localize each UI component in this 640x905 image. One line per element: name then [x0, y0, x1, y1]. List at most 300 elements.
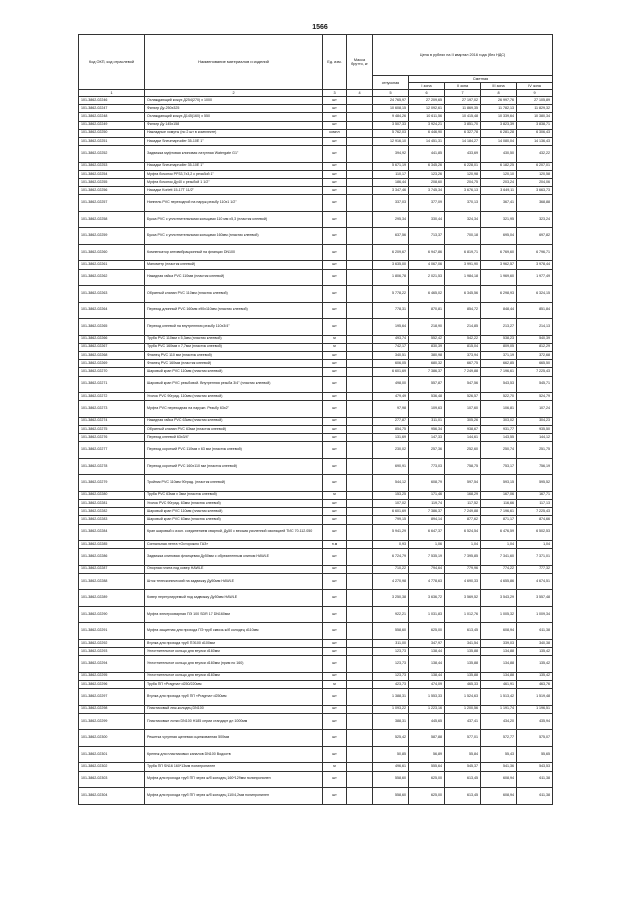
- price-zone4: 117,13: [517, 499, 553, 507]
- item-mass: [347, 442, 373, 459]
- item-code: 101-3862-02253: [79, 162, 145, 170]
- price-zone2: 526,57: [445, 393, 481, 401]
- header-zone4: IV зона: [517, 83, 553, 90]
- price-release: 854,75: [373, 425, 409, 433]
- item-unit: шт: [323, 302, 347, 319]
- table-row: [79, 746, 553, 763]
- price-zone4: 697,82: [517, 228, 553, 245]
- price-release: 3 635,00: [373, 261, 409, 269]
- price-zone4: 55,65: [517, 746, 553, 763]
- table-row: [79, 541, 553, 549]
- price-release: 110,17: [373, 170, 409, 178]
- item-name: Задвижка муфтовая клиновая латунная Watergate G1": [145, 146, 323, 163]
- price-zone1: 311,01: [409, 417, 445, 425]
- price-zone4: 120,58: [517, 170, 553, 178]
- price-zone2: 877,62: [445, 516, 481, 524]
- price-zone2: 3 991,90: [445, 261, 481, 269]
- price-zone1: 625,00: [409, 771, 445, 788]
- item-mass: [347, 524, 373, 541]
- item-name: Труба PVC 160мм х 7,7мм (пластик клеевой): [145, 343, 323, 351]
- price-zone2: 938,67: [445, 425, 481, 433]
- table-row: [79, 573, 553, 590]
- item-code: 101-3862-02257: [79, 195, 145, 212]
- item-name: Тройник PVC 110мм 90град. (пластик клеевой): [145, 475, 323, 492]
- item-mass: [347, 746, 373, 763]
- price-zone4: 7 371,01: [517, 549, 553, 566]
- item-name: Труба ПП SN16 160*13мм полипропилен: [145, 763, 323, 771]
- item-unit: п.м: [323, 541, 347, 549]
- price-release: 24 765,97: [373, 97, 409, 105]
- column-number: 5: [373, 90, 409, 97]
- price-zone1: 377,09: [409, 195, 445, 212]
- item-mass: [347, 162, 373, 170]
- item-unit: шт: [323, 623, 347, 640]
- item-code: 101-3862-02270: [79, 368, 145, 376]
- item-name: Труба ПП «Pragma» d250/220мм: [145, 680, 323, 688]
- table-row: [79, 302, 553, 319]
- item-name: Опорная плита под ковер HAWLE: [145, 565, 323, 573]
- header-name: Наименование материалов и изделий: [145, 35, 323, 90]
- item-name: Муфта бочонок РР33,7х3,2 с резьбой 1": [145, 170, 323, 178]
- price-release: 6 209,67: [373, 244, 409, 261]
- item-name: Кран шаровый с изол. соединением сварной, Ду50 с весьма усиленной изоляцией ТИС 70.112.050: [145, 524, 323, 541]
- price-release: 1 806,78: [373, 269, 409, 286]
- price-zone3: 167,06: [481, 491, 517, 499]
- item-unit: шт: [323, 499, 347, 507]
- price-zone1: 1 223,16: [409, 705, 445, 713]
- item-mass: [347, 286, 373, 303]
- price-release: 388,31: [373, 713, 409, 730]
- item-code: 101-3862-02254: [79, 170, 145, 178]
- price-zone1: 1,06: [409, 541, 445, 549]
- price-zone2: 324,34: [445, 211, 481, 228]
- item-name: Фланец PVC 160мм (пластик клеевой): [145, 360, 323, 368]
- price-release: 311,00: [373, 639, 409, 647]
- item-mass: [347, 393, 373, 401]
- price-zone3: 367,41: [481, 195, 517, 212]
- item-mass: [347, 565, 373, 573]
- table-row: [79, 368, 553, 376]
- price-zone3: 1,04: [481, 541, 517, 549]
- price-zone2: 3 676,13: [445, 187, 481, 195]
- item-unit: шт: [323, 746, 347, 763]
- price-zone4: 1 519,48: [517, 689, 553, 706]
- price-release: 558,60: [373, 788, 409, 805]
- header-code: Код ОКП, код отраслевой: [79, 35, 145, 90]
- price-zone2: 135,88: [445, 648, 481, 656]
- price-zone3: 55,43: [481, 746, 517, 763]
- table-row: [79, 606, 553, 623]
- item-code: 101-3862-02279: [79, 475, 145, 492]
- item-name: Охлаждающий кожух Д254(270) х 1000: [145, 97, 323, 105]
- price-zone1: 6 947,86: [409, 244, 445, 261]
- price-zone3: 543,53: [481, 376, 517, 393]
- item-name: Втулка для прохода труб ПП «Pragma» d250мм: [145, 689, 323, 706]
- price-zone2: 120,98: [445, 170, 481, 178]
- price-zone3: 6 298,93: [481, 286, 517, 303]
- item-mass: [347, 730, 373, 747]
- price-zone1: 109,63: [409, 401, 445, 418]
- item-mass: [347, 137, 373, 145]
- item-mass: [347, 97, 373, 105]
- header-unit: Ед. изм.: [323, 35, 347, 90]
- item-name: Шаровый кран PVC резьбовой. Внутренняя резьба 3/4" (пластик клеевой): [145, 376, 323, 393]
- price-release: 1 388,31: [373, 689, 409, 706]
- price-zone1: 2 021,53: [409, 269, 445, 286]
- table-row: [79, 434, 553, 442]
- table-row: [79, 458, 553, 475]
- price-zone2: 135,88: [445, 656, 481, 673]
- item-mass: [347, 261, 373, 269]
- price-zone2: 6 345,56: [445, 286, 481, 303]
- item-unit: шт: [323, 162, 347, 170]
- item-code: 101-3862-02256: [79, 187, 145, 195]
- item-mass: [347, 146, 373, 163]
- price-zone3: 134,88: [481, 648, 517, 656]
- price-zone4: 6 796,71: [517, 244, 553, 261]
- price-zone4: 135,42: [517, 672, 553, 680]
- item-unit: шт: [323, 549, 347, 566]
- item-mass: [347, 672, 373, 680]
- table-row: [79, 656, 553, 673]
- price-zone4: 135,42: [517, 656, 553, 673]
- table-row: [79, 705, 553, 713]
- item-unit: шт: [323, 689, 347, 706]
- table-row: [79, 672, 553, 680]
- item-unit: шт: [323, 261, 347, 269]
- item-mass: [347, 335, 373, 343]
- price-zone1: 138,44: [409, 672, 445, 680]
- header-zone2: II зона: [445, 83, 481, 90]
- price-zone4: 665,50: [517, 360, 553, 368]
- price-zone4: 135,42: [517, 648, 553, 656]
- price-zone2: 1 984,18: [445, 269, 481, 286]
- item-unit: шт: [323, 656, 347, 673]
- price-zone3: 1 191,74: [481, 705, 517, 713]
- column-number: 7: [445, 90, 481, 97]
- price-release: 558,60: [373, 623, 409, 640]
- price-zone3: 774,22: [481, 565, 517, 573]
- item-mass: [347, 129, 373, 137]
- item-unit: шт: [323, 434, 347, 442]
- item-mass: [347, 508, 373, 516]
- price-release: 479,49: [373, 393, 409, 401]
- item-unit: шт: [323, 573, 347, 590]
- price-zone4: 432,22: [517, 146, 553, 163]
- price-zone4: 935,50: [517, 425, 553, 433]
- table-row: [79, 319, 553, 336]
- table-row: [79, 179, 553, 187]
- item-code: 101-3862-02252: [79, 146, 145, 163]
- price-zone2: 27 197,02: [445, 97, 481, 105]
- item-mass: [347, 434, 373, 442]
- price-zone2: 1 200,56: [445, 705, 481, 713]
- item-mass: [347, 705, 373, 713]
- item-code: 101-3862-02255: [79, 179, 145, 187]
- header-row-main: [79, 35, 553, 76]
- price-release: 1 093,22: [373, 705, 409, 713]
- table-row: [79, 335, 553, 343]
- price-zone3: 608,94: [481, 623, 517, 640]
- item-unit: шт: [323, 442, 347, 459]
- item-mass: [347, 170, 373, 178]
- price-zone2: 1,04: [445, 541, 481, 549]
- price-zone4: 3 557,48: [517, 590, 553, 607]
- item-code: 101-3862-02263: [79, 286, 145, 303]
- item-name: Накидная гайка PVC 110мм (пластик клеевой): [145, 269, 323, 286]
- price-zone3: 26 997,76: [481, 97, 517, 105]
- item-code: 101-3862-02295: [79, 672, 145, 680]
- table-row: [79, 524, 553, 541]
- table-row: [79, 401, 553, 418]
- column-number: 1: [79, 90, 145, 97]
- price-zone4: 595,52: [517, 475, 553, 492]
- table-row: [79, 549, 553, 566]
- price-zone3: 250,74: [481, 442, 517, 459]
- price-zone2: 465,33: [445, 680, 481, 688]
- header-zone3: III зона: [481, 83, 517, 90]
- price-zone4: 6 306,43: [517, 129, 553, 137]
- price-zone1: 119,74: [409, 499, 445, 507]
- price-zone3: 1 969,60: [481, 269, 517, 286]
- price-zone3: 541,36: [481, 763, 517, 771]
- price-zone1: 347,97: [409, 639, 445, 647]
- table-row: [79, 105, 553, 113]
- price-zone4: 545,71: [517, 376, 553, 393]
- price-zone1: 536,48: [409, 393, 445, 401]
- price-release: 394,92: [373, 146, 409, 163]
- item-code: 101-3862-02304: [79, 788, 145, 805]
- price-release: 123,73: [373, 648, 409, 656]
- table-row: [79, 376, 553, 393]
- item-code: 101-3862-02275: [79, 425, 145, 433]
- item-code: 101-3862-02246: [79, 97, 145, 105]
- item-code: 101-3862-02248: [79, 113, 145, 121]
- item-unit: шт: [323, 648, 347, 656]
- item-mass: [347, 680, 373, 688]
- price-zone3: 593,15: [481, 475, 517, 492]
- item-unit: шт: [323, 425, 347, 433]
- column-number: 9: [517, 90, 553, 97]
- price-release: 3 347,46: [373, 187, 409, 195]
- item-name: Шток телескопический на задвижку Ду50мм HAWLE: [145, 573, 323, 590]
- item-unit: шт: [323, 771, 347, 788]
- item-code: 101-3862-02300: [79, 730, 145, 747]
- price-zone2: 168,29: [445, 491, 481, 499]
- item-name: Уплотнительное кольцо для втулки d160мм: [145, 672, 323, 680]
- price-release: 123,73: [373, 672, 409, 680]
- price-zone2: 667,75: [445, 360, 481, 368]
- item-name: Фланец PVC 110 мм (пластик клеевой): [145, 351, 323, 359]
- item-unit: шт: [323, 97, 347, 105]
- price-zone3: 1 513,42: [481, 689, 517, 706]
- price-zone2: 6 327,78: [445, 129, 481, 137]
- price-zone3: 6 476,59: [481, 524, 517, 541]
- price-zone3: 120,10: [481, 170, 517, 178]
- price-zone1: 3 636,72: [409, 590, 445, 607]
- price-zone1: 680,32: [409, 360, 445, 368]
- price-zone3: 809,05: [481, 343, 517, 351]
- item-unit: шт: [323, 105, 347, 113]
- price-zone3: 3 543,29: [481, 590, 517, 607]
- item-name: Фильтр Ду-250х325: [145, 105, 323, 113]
- price-zone1: 1 553,33: [409, 689, 445, 706]
- price-release: 5 941,29: [373, 524, 409, 541]
- item-name: Шаровый кран PVC 110мм (пластик клеевой): [145, 368, 323, 376]
- price-zone1: 14 451,31: [409, 137, 445, 145]
- price-zone1: 4 067,06: [409, 261, 445, 269]
- price-zone1: 625,00: [409, 623, 445, 640]
- item-name: Сигнальная лента «Осторожно ГАЗ»: [145, 541, 323, 549]
- price-zone3: 6 769,60: [481, 244, 517, 261]
- price-zone4: 540,39: [517, 335, 553, 343]
- price-zone3: 931,77: [481, 425, 517, 433]
- price-zone3: 303,02: [481, 417, 517, 425]
- price-zone2: 7 249,88: [445, 508, 481, 516]
- price-zone4: 543,53: [517, 763, 553, 771]
- price-zone4: 3 978,44: [517, 261, 553, 269]
- price-zone1: 257,36: [409, 442, 445, 459]
- price-release: 4 270,98: [373, 573, 409, 590]
- item-code: 101-3862-02276: [79, 434, 145, 442]
- item-code: 101-3862-02287: [79, 565, 145, 573]
- item-mass: [347, 623, 373, 640]
- price-zone1: 7 535,19: [409, 549, 445, 566]
- price-zone4: 524,79: [517, 393, 553, 401]
- table-row: [79, 162, 553, 170]
- price-zone1: 3 924,21: [409, 121, 445, 129]
- item-unit: шт: [323, 195, 347, 212]
- price-zone1: 208,60: [409, 179, 445, 187]
- price-zone3: 695,04: [481, 228, 517, 245]
- price-zone1: 380,98: [409, 351, 445, 359]
- price-zone2: 815,04: [445, 343, 481, 351]
- price-release: 6 724,79: [373, 549, 409, 566]
- item-code: 101-3862-02258: [79, 211, 145, 228]
- price-zone3: 7 196,61: [481, 368, 517, 376]
- price-zone4: 435,94: [517, 713, 553, 730]
- table-row: [79, 121, 553, 129]
- page-number: 1566: [312, 24, 328, 31]
- item-code: 101-3862-02298: [79, 705, 145, 713]
- item-code: 101-3862-02282: [79, 508, 145, 516]
- price-zone3: 434,20: [481, 713, 517, 730]
- price-zone4: 167,71: [517, 491, 553, 499]
- item-mass: [347, 228, 373, 245]
- item-name: Пластиковые лотки DN100 Н185 серии стандарт дл 1000мм: [145, 713, 323, 730]
- price-zone2: 305,26: [445, 417, 481, 425]
- price-zone3: 134,88: [481, 656, 517, 673]
- price-release: 493,74: [373, 335, 409, 343]
- item-unit: шт: [323, 319, 347, 336]
- price-zone3: 134,88: [481, 672, 517, 680]
- price-zone2: 7 395,85: [445, 549, 481, 566]
- item-code: 101-3862-02273: [79, 401, 145, 418]
- item-unit: шт: [323, 417, 347, 425]
- item-name: Компенсатор антивибрационный на фланцах DN100: [145, 244, 323, 261]
- item-name: Муфта PVC переходная на наружн. Резьбу 63х2": [145, 401, 323, 418]
- price-release: 710,22: [373, 565, 409, 573]
- price-zone1: 56,89: [409, 746, 445, 763]
- item-code: 101-3862-02284: [79, 524, 145, 541]
- item-unit: м: [323, 491, 347, 499]
- header-release: отпускная: [373, 76, 409, 90]
- item-name: Муфта защитная для прохода ПЭ труб сквозь ж/б колодец d110мм: [145, 623, 323, 640]
- price-zone4: 14 136,43: [517, 137, 553, 145]
- item-name: Труба PVC 63мм х 3мм (пластик клеевой): [145, 491, 323, 499]
- price-zone2: 135,88: [445, 672, 481, 680]
- header-row-column-numbers: [79, 90, 553, 97]
- table-row: [79, 442, 553, 459]
- price-zone1: 6 446,90: [409, 129, 445, 137]
- price-release: 10 608,15: [373, 105, 409, 113]
- price-release: 3 507,33: [373, 121, 409, 129]
- price-zone3: 7 341,60: [481, 549, 517, 566]
- item-code: 101-3862-02289: [79, 590, 145, 607]
- price-table: [78, 34, 553, 805]
- item-unit: шт: [323, 368, 347, 376]
- item-code: 101-3862-02251: [79, 137, 145, 145]
- price-zone4: 851,84: [517, 302, 553, 319]
- price-zone4: 1 009,34: [517, 606, 553, 623]
- item-name: Букса PVC с уплотнительными кольцами 160мм (пластик клеевой): [145, 228, 323, 245]
- table-row: [79, 499, 553, 507]
- price-zone1: 3 745,34: [409, 187, 445, 195]
- price-release: 337,03: [373, 195, 409, 212]
- item-mass: [347, 541, 373, 549]
- table-row: [79, 146, 553, 163]
- item-unit: м: [323, 680, 347, 688]
- price-zone2: 55,84: [445, 746, 481, 763]
- price-zone4: 107,24: [517, 401, 553, 418]
- item-name: Муфта для прохода труб ПП через ж/б колодец 110/4,2мм полипропилен: [145, 788, 323, 805]
- item-code: 101-3862-02260: [79, 244, 145, 261]
- item-code: 101-3862-02247: [79, 105, 145, 113]
- price-zone2: 433,69: [445, 146, 481, 163]
- item-unit: шт: [323, 187, 347, 195]
- item-code: 101-3862-02288: [79, 573, 145, 590]
- item-unit: шт: [323, 672, 347, 680]
- price-zone2: 779,96: [445, 565, 481, 573]
- item-unit: м: [323, 763, 347, 771]
- item-unit: шт: [323, 475, 347, 492]
- price-release: 9 484,26: [373, 113, 409, 121]
- price-zone3: 6 182,25: [481, 162, 517, 170]
- price-table-body: [79, 35, 553, 805]
- price-zone1: 7 386,37: [409, 368, 445, 376]
- item-name: Муфта бочонок Ду40 с резьбой 1 1/2": [145, 179, 323, 187]
- item-mass: [347, 211, 373, 228]
- price-release: 123,73: [373, 656, 409, 673]
- price-zone1: 138,44: [409, 656, 445, 673]
- price-zone1: 445,65: [409, 713, 445, 730]
- item-mass: [347, 606, 373, 623]
- item-unit: шт: [323, 170, 347, 178]
- price-release: 558,60: [373, 771, 409, 788]
- item-code: 101-3862-02271: [79, 376, 145, 393]
- price-zone2: 3 851,70: [445, 121, 481, 129]
- price-zone1: 870,81: [409, 302, 445, 319]
- price-zone2: 10 415,48: [445, 113, 481, 121]
- price-release: 195,64: [373, 319, 409, 336]
- price-zone1: 555,64: [409, 763, 445, 771]
- price-zone2: 6 228,01: [445, 162, 481, 170]
- table-row: [79, 343, 553, 351]
- price-zone2: 437,41: [445, 713, 481, 730]
- table-row: [79, 269, 553, 286]
- item-unit: шт: [323, 137, 347, 145]
- item-code: 101-3862-02293: [79, 648, 145, 656]
